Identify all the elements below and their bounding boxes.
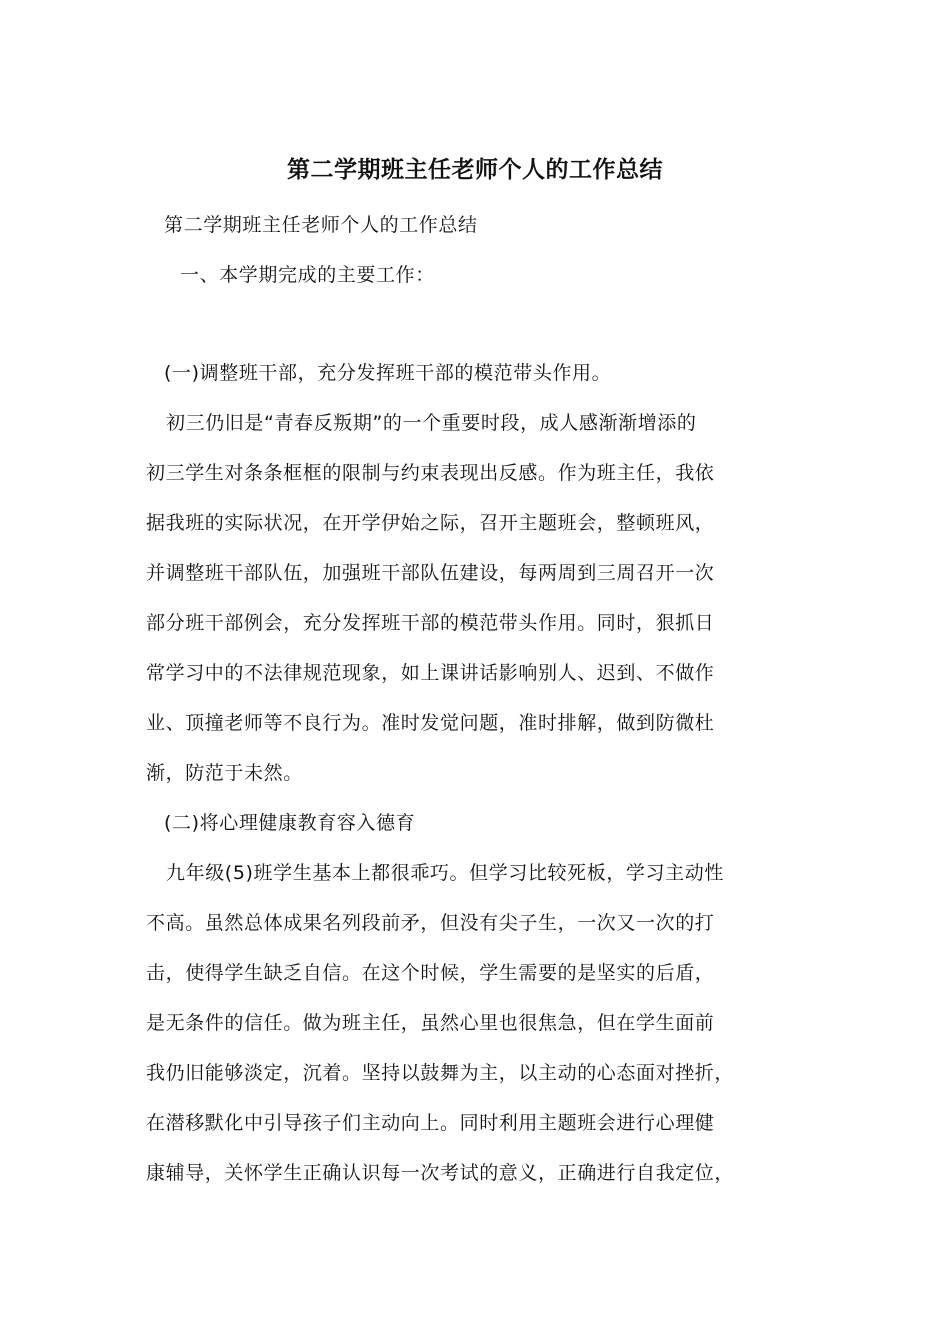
subsection-heading: (一)调整班干部，充分发挥班干部的模范带头作用。 [164, 362, 612, 384]
paragraph-line: 常学习中的不法律规范现象，如上课讲话影响别人、迟到、不做作 [146, 662, 715, 684]
subtitle-line: 第二学期班主任老师个人的工作总结 [164, 214, 478, 236]
paragraph-line: 是无条件的信任。做为班主任，虽然心里也很焦急，但在学生面前 [146, 1012, 715, 1034]
paragraph-line: 我仍旧能够淡定，沉着。坚持以鼓舞为主，以主动的心态面对挫折， [146, 1062, 735, 1084]
paragraph-line: 业、顶撞老师等不良行为。准时发觉问题，准时排解，做到防微杜 [146, 712, 715, 734]
section-heading: 一、本学期完成的主要工作： [180, 264, 435, 286]
subsection-heading: (二)将心理健康教育容入德育 [164, 812, 416, 834]
paragraph-line: 不高。虽然总体成果名列段前矛，但没有尖子生，一次又一次的打 [146, 912, 715, 934]
document-title: 第二学期班主任老师个人的工作总结 [287, 156, 663, 183]
paragraph-line: 部分班干部例会，充分发挥班干部的模范带头作用。同时，狠抓日 [146, 612, 715, 634]
paragraph-line: 并调整班干部队伍，加强班干部队伍建设，每两周到三周召开一次 [146, 562, 715, 584]
paragraph-line: 渐，防范于未然。 [146, 762, 303, 784]
paragraph-line: 初三仍旧是“青春反叛期”的一个重要时段，成人感渐渐增添的 [166, 412, 697, 434]
paragraph-line: 在潜移默化中引导孩子们主动向上。同时利用主题班会进行心理健 [146, 1112, 715, 1134]
paragraph-line: 九年级(5)班学生基本上都很乖巧。但学习比较死板，学习主动性 [166, 862, 724, 884]
paragraph-line: 康辅导，关怀学生正确认识每一次考试的意义，正确进行自我定位， [146, 1162, 735, 1184]
paragraph-line: 击，使得学生缺乏自信。在这个时候，学生需要的是坚实的后盾， [146, 962, 715, 984]
paragraph-line: 据我班的实际状况，在开学伊始之际，召开主题班会，整顿班风， [146, 512, 715, 534]
paragraph-line: 初三学生对条条框框的限制与约束表现出反感。作为班主任，我依 [146, 462, 715, 484]
